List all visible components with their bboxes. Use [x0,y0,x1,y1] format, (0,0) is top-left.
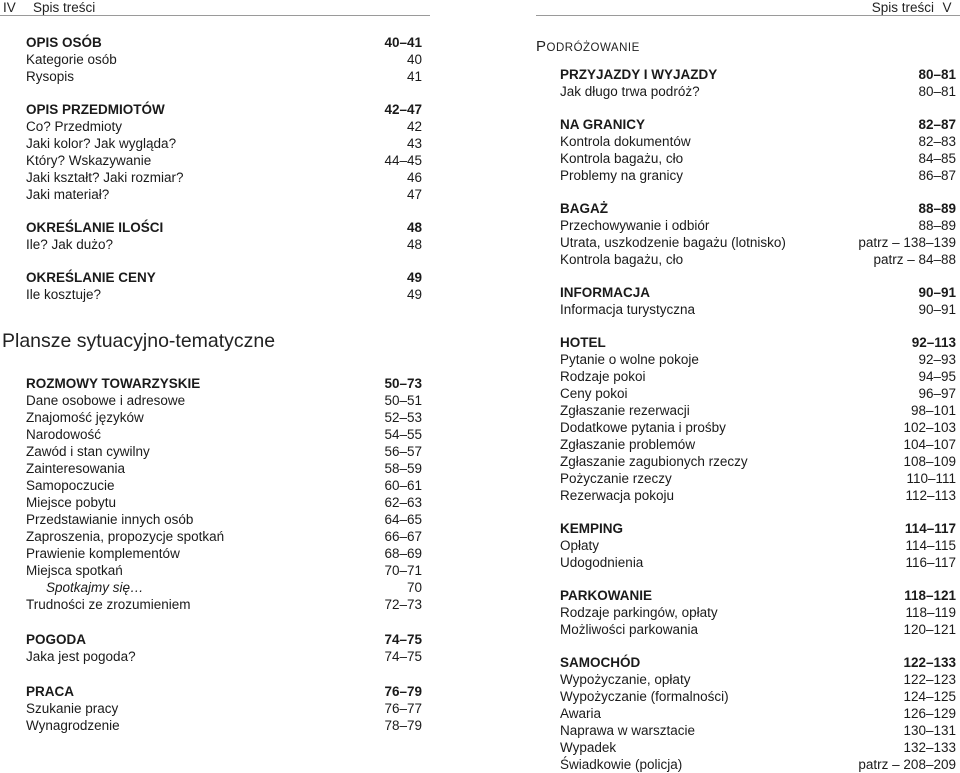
entry-label: Zawód i stan cywilny [26,444,150,459]
toc-section-heading[interactable] [560,200,956,217]
entry-label: Dane osobowe i adresowe [26,393,186,408]
toc-section-heading[interactable] [26,34,422,51]
toc-section-heading[interactable] [26,101,422,118]
entry-pages: 41 [406,69,422,84]
heading-pages: 40–41 [384,35,422,50]
heading-label: NA GRANICY [560,117,646,132]
entry-label: Pytanie o wolne pokoje [560,352,699,367]
toc-entry[interactable] [560,688,956,705]
entry-pages: 96–97 [918,386,956,401]
entry-pages: 118–119 [905,605,956,620]
toc-entry[interactable] [560,621,956,638]
toc-entry[interactable] [26,152,422,169]
entry-pages: 72–73 [384,597,422,612]
entry-label: Rodzaje pokoi [560,369,646,384]
entry-pages: 74–75 [384,649,422,664]
entry-pages: 124–125 [903,689,956,704]
toc-entry[interactable] [560,537,956,554]
toc-section [560,334,956,504]
entry-pages: 49 [406,287,422,302]
entry-label: Jak długo trwa podróż? [560,84,700,99]
entry-pages: 94–95 [918,369,956,384]
entry-pages: 104–107 [903,437,956,452]
heading-pages: 48 [406,220,422,235]
heading-label: INFORMACJA [560,285,650,300]
entry-pages: 126–129 [903,706,956,721]
heading-pages: 74–75 [384,632,422,647]
entry-pages: 47 [406,187,422,202]
entry-label: Zaproszenia, propozycje spotkań [26,529,225,544]
toc-section [26,375,422,613]
heading-label: PRZYJAZDY I WYJAZDY [560,67,718,82]
left-toc-top [26,34,422,303]
entry-label: Ceny pokoi [560,386,628,401]
toc-entry[interactable] [560,705,956,722]
heading-label: HOTEL [560,335,606,350]
toc-entry[interactable] [26,392,422,409]
heading-pages: 92–113 [911,335,956,350]
heading-pages: 80–81 [918,67,956,82]
toc-entry[interactable] [560,739,956,756]
heading-pages: 76–79 [384,684,422,699]
entry-label: Co? Przedmioty [26,119,123,134]
toc-section [560,66,956,100]
section-title: Plansze sytuacyjno-tematyczne [2,330,276,352]
toc-entry[interactable] [26,286,422,303]
toc-entry[interactable] [560,436,956,453]
right-section-heading: PODRÓŻOWANIE [536,38,640,55]
entry-label: Utrata, uszkodzenie bagażu (lotnisko) [560,235,786,250]
entry-label: Zgłaszanie zagubionych rzeczy [560,454,748,469]
heading-pages: 42–47 [384,102,422,117]
entry-pages: 64–65 [384,512,422,527]
toc-section [26,219,422,253]
entry-pages: 70–71 [384,563,422,578]
entry-label: Dodatkowe pytania i prośby [560,420,726,435]
entry-label: Prawienie komplementów [26,546,180,561]
entry-pages: 68–69 [384,546,422,561]
toc-entry[interactable] [26,511,422,528]
toc-entry[interactable] [26,717,422,734]
entry-pages: 108–109 [903,454,956,469]
toc-entry[interactable] [560,351,956,368]
left-page-header [0,0,430,16]
entry-pages: 116–117 [905,555,956,570]
entry-label: Zainteresowania [26,461,126,476]
toc-section [560,200,956,268]
toc-section-heading[interactable] [26,375,422,392]
toc-section [560,654,956,773]
toc-entry[interactable] [560,554,956,571]
entry-label: Rezerwacja pokoju [560,488,675,503]
entry-pages: 132–133 [903,740,956,755]
entry-pages: 54–55 [384,427,422,442]
toc-entry[interactable] [26,460,422,477]
entry-label: Awaria [560,706,602,721]
entry-label: Trudności ze zrozumieniem [26,597,191,612]
entry-label: Przechowywanie i odbiór [560,218,710,233]
toc-entry[interactable] [26,426,422,443]
entry-label: Świadkowie (policja) [560,757,683,772]
toc-section-heading[interactable] [560,520,956,537]
heading-pages: 49 [406,270,422,285]
entry-pages: 114–115 [905,538,956,553]
toc-entry[interactable] [26,477,422,494]
toc-section [560,587,956,638]
heading-pages: 50–73 [384,376,422,391]
entry-label: Znajomość języków [26,410,144,425]
heading-label: ROZMOWY TOWARZYSKIE [26,376,201,391]
section-gap [26,85,422,101]
toc-entry[interactable] [560,167,956,184]
entry-label: Wypadek [560,740,617,755]
entry-label: Który? Wskazywanie [26,153,152,168]
entry-pages: 80–81 [918,84,956,99]
entry-label: Miejsca spotkań [26,563,123,578]
heading-label: BAGAŻ [560,201,608,216]
entry-label: Kontrola dokumentów [560,134,691,149]
left-toc-bottom [26,375,422,734]
entry-label: Jaki kształt? Jaki rozmiar? [26,170,184,185]
heading-label: KEMPING [560,521,624,536]
toc-entry[interactable] [26,186,422,203]
heading-label: PARKOWANIE [560,588,653,603]
entry-label: Wynagrodzenie [26,718,120,733]
toc-entry[interactable] [26,68,422,85]
entry-label: Informacja turystyczna [560,302,696,317]
toc-entry[interactable] [26,528,422,545]
entry-label: Kontrola bagażu, cło [560,252,684,267]
toc-section [26,34,422,85]
toc-entry[interactable] [26,409,422,426]
entry-label: Narodowość [26,427,102,442]
section-gap [26,253,422,269]
toc-section [26,631,422,665]
right-page-number: V [942,0,952,15]
heading-label: POGODA [26,632,87,647]
entry-label: Rysopis [26,69,75,84]
entry-pages: 42 [406,119,422,134]
section-gap [560,268,956,284]
heading-pages: 118–121 [904,588,956,603]
toc-section-heading[interactable] [26,269,422,286]
toc-entry[interactable] [26,169,422,186]
entry-label: Samopoczucie [26,478,115,493]
entry-label: Kontrola bagażu, cło [560,151,684,166]
entry-pages: 110–111 [906,471,956,486]
entry-pages: patrz – 138–139 [858,235,956,250]
entry-pages: 120–121 [903,622,956,637]
section-gap [560,318,956,334]
toc-entry[interactable] [26,494,422,511]
toc-entry[interactable] [26,545,422,562]
toc-entry[interactable] [560,368,956,385]
section-gap [560,184,956,200]
entry-label: Jaki kolor? Jak wygląda? [26,136,177,151]
toc-entry[interactable] [560,133,956,150]
entry-label: Kategorie osób [26,52,117,67]
entry-label: Wypożyczanie (formalności) [560,689,729,704]
entry-label: Szukanie pracy [26,701,119,716]
entry-pages: 84–85 [918,151,956,166]
toc-section [560,116,956,184]
toc-section-heading[interactable] [560,116,956,133]
entry-label: Naprawa w warsztacie [560,723,696,738]
entry-label: Jaka jest pogoda? [26,649,136,664]
toc-entry[interactable] [26,596,422,613]
toc-entry[interactable] [560,671,956,688]
entry-pages: 46 [406,170,422,185]
heading-label: PRACA [26,684,75,699]
entry-label: Problemy na granicy [560,168,684,183]
section-gap [560,638,956,654]
toc-entry[interactable] [26,443,422,460]
entry-label: Pożyczanie rzeczy [560,471,672,486]
entry-pages: 112–113 [905,488,956,503]
right-running-title: Spis treści [871,0,934,15]
heading-label: OKREŚLANIE CENY [26,270,156,285]
toc-section [560,520,956,571]
toc-entry[interactable] [560,722,956,739]
toc-section [26,683,422,734]
toc-entry[interactable] [560,83,956,100]
toc-entry[interactable] [560,756,956,773]
right-toc [560,66,956,773]
entry-pages: patrz – 84–88 [873,252,956,267]
entry-label: Spotkajmy się… [46,580,144,595]
entry-pages: 43 [406,136,422,151]
toc-entry[interactable] [26,118,422,135]
entry-pages: 44–45 [384,153,422,168]
entry-pages: 56–57 [384,444,422,459]
toc-entry[interactable] [560,604,956,621]
toc-entry[interactable] [560,301,956,318]
section-gap [560,100,956,116]
entry-pages: 40 [406,52,422,67]
entry-label: Ile? Jak dużo? [26,237,114,252]
entry-pages: 52–53 [384,410,422,425]
entry-pages: 122–123 [903,672,956,687]
entry-label: Ile kosztuje? [26,287,102,302]
right-page-header [536,0,960,16]
entry-label: Przedstawianie innych osób [26,512,194,527]
entry-pages: 90–91 [918,302,956,317]
toc-entry[interactable] [560,251,956,268]
heading-label: SAMOCHÓD [560,655,641,670]
section-gap [26,613,422,631]
left-running-title: Spis treści [33,0,96,15]
section-gap [26,665,422,683]
heading-label: OPIS PRZEDMIOTÓW [26,102,165,117]
toc-entry[interactable] [560,419,956,436]
heading-label: OPIS OSÓB [26,35,102,50]
entry-label: Opłaty [560,538,600,553]
entry-pages: 88–89 [918,218,956,233]
toc-entry[interactable] [560,217,956,234]
toc-section-heading[interactable] [26,683,422,700]
entry-label: Możliwości parkowania [560,622,699,637]
toc-section [26,269,422,303]
toc-entry[interactable] [560,453,956,470]
entry-pages: 102–103 [903,420,956,435]
entry-label: Zgłaszanie problemów [560,437,696,452]
entry-label: Udogodnienia [560,555,644,570]
heading-pages: 88–89 [918,201,956,216]
toc-section [560,284,956,318]
entry-pages: 76–77 [384,701,422,716]
heading-label: OKREŚLANIE ILOŚCI [26,220,164,235]
entry-pages: 78–79 [384,718,422,733]
toc-section-heading[interactable] [560,66,956,83]
entry-label: Zgłaszanie rezerwacji [560,403,690,418]
section-gap [560,504,956,520]
toc-section-heading[interactable] [560,334,956,351]
heading-pages: 82–87 [918,117,956,132]
toc-entry[interactable] [26,236,422,253]
toc-entry[interactable] [26,135,422,152]
entry-pages: patrz – 208–209 [858,757,956,772]
heading-pages: 114–117 [904,521,956,536]
entry-pages: 58–59 [384,461,422,476]
entry-pages: 66–67 [384,529,422,544]
entry-pages: 98–101 [910,403,956,418]
toc-entry[interactable] [560,234,956,251]
toc-entry[interactable] [26,579,422,596]
entry-pages: 70 [406,580,422,595]
toc-entry[interactable] [26,648,422,665]
entry-label: Miejsce pobytu [26,495,117,510]
entry-pages: 130–131 [903,723,956,738]
heading-pages: 90–91 [918,285,956,300]
entry-pages: 50–51 [384,393,422,408]
toc-entry[interactable] [560,470,956,487]
entry-pages: 60–61 [384,478,422,493]
left-page-number: IV [3,0,16,15]
toc-section-heading[interactable] [560,654,956,671]
toc-entry[interactable] [560,402,956,419]
entry-label: Jaki materiał? [26,187,110,202]
entry-pages: 48 [406,237,422,252]
section-gap [26,203,422,219]
toc-entry[interactable] [560,487,956,504]
entry-pages: 86–87 [918,168,956,183]
heading-pages: 122–133 [903,655,956,670]
toc-section [26,101,422,203]
entry-label: Rodzaje parkingów, opłaty [560,605,718,620]
toc-entry[interactable] [26,562,422,579]
entry-pages: 92–93 [918,352,956,367]
toc-entry[interactable] [26,51,422,68]
entry-pages: 62–63 [384,495,422,510]
toc-entry[interactable] [560,385,956,402]
toc-entry[interactable] [26,700,422,717]
entry-pages: 82–83 [918,134,956,149]
toc-section-heading[interactable] [560,587,956,604]
entry-label: Wypożyczanie, opłaty [560,672,691,687]
toc-section-heading[interactable] [560,284,956,301]
section-gap [560,571,956,587]
toc-section-heading[interactable] [26,219,422,236]
toc-section-heading[interactable] [26,631,422,648]
toc-entry[interactable] [560,150,956,167]
